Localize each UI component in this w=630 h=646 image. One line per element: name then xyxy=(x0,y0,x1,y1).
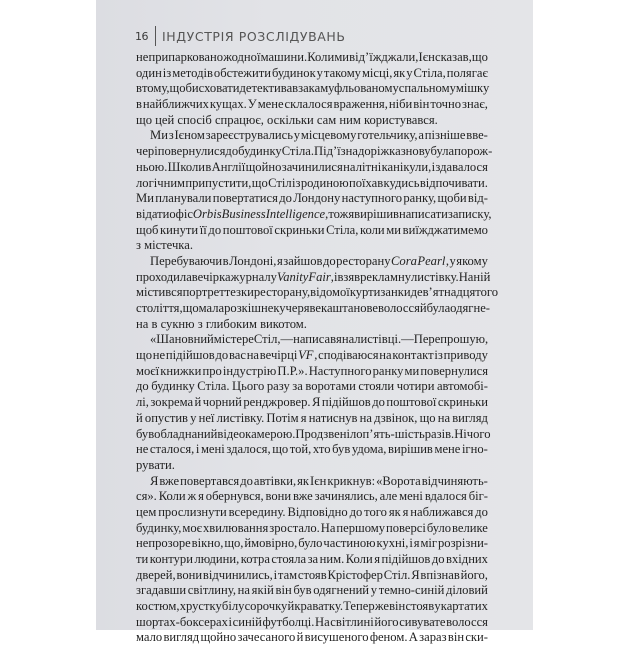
text-line: століття, що мала розкішне кучеряве каштанове волосся й була одягне- xyxy=(136,301,490,315)
text-line: що не підійшов до вас на вечірці VF , сподіваюся на контакт із приводу xyxy=(136,348,488,363)
text-line: мало вигляд щойно зачесаного й висушеного феном. А зараз він ски- xyxy=(136,630,488,645)
text-line: не припарковано жодної машини. Коли ми від’їжджали, Ієн сказав, що xyxy=(136,50,488,64)
text-line: був обладнаний відеокамерою. Продзвеніло п’ять-шість разів. Нічого xyxy=(136,426,491,441)
text-line: й опустив у неї листівку. Потім я натиснув на дзвінок, що на вигляд xyxy=(136,410,488,425)
text-line: рувати. xyxy=(136,457,175,472)
text-line: ся». Коли ж я обернувся, вони вже зачинялись, але мені вдалося біг- xyxy=(136,489,488,504)
text-line: логічним припустити, що Стіл із родиною поїхав кудись відпочивати. xyxy=(136,175,488,190)
text-line: містився портрет тезки ресторану, відомої куртизанки дев’ятнадцятого xyxy=(136,285,499,300)
text-line: ньою. Школи в Англії щойно зачинилися на літні канікули, і здавалося xyxy=(136,159,488,174)
text-line: ти контури людини, котра стояла за ним. Коли я підійшов до вхідних xyxy=(136,552,488,566)
text-line: моєї книжки про індустрію П.Р.». Наступного ранку ми повернулися xyxy=(136,363,488,378)
text-line: дверей, вони відчинились, і там стояв Крістофер Стіл. Я впізнав його, xyxy=(136,567,488,582)
text-line: згадавши світлину, на якій він був одягнений у темно-синій діловий xyxy=(136,583,488,598)
body-text xyxy=(136,50,499,646)
running-title: ІНДУСТРІЯ РОЗСЛІДУВАНЬ xyxy=(162,28,346,44)
text-line: що цей спосіб спрацює, оскільки сам ним користувався. xyxy=(136,112,438,127)
page-header xyxy=(135,26,346,46)
text-line: Ми з Ієном зареєструвались у місцевому готельчику, а пізніше вве- xyxy=(150,128,488,143)
text-line: на в сукню з глибоким викотом. xyxy=(136,316,307,331)
text-line: відати офіс Orbis Business Intelligence , тож я вирішив написати записку, xyxy=(136,206,492,221)
text-line: з містечка. xyxy=(136,238,193,253)
text-line: один із методів обстежити будинок у такому місці, як у Стіла, полягає xyxy=(136,65,488,80)
text-line: щоб кинути її до поштової скриньки Стіла, коли ми виїжджатимемо xyxy=(136,222,488,237)
book-page xyxy=(96,0,533,645)
text-line: «Шановний містере Стіл,— написав я на листівці.— Перепрошую, xyxy=(150,332,489,347)
text-line: костюм, хрустку білу сорочку й краватку. Тепер же він стояв у картатих xyxy=(136,599,488,614)
text-line: до будинку Стіла. Цього разу за воротами стояли чотири автомобі- xyxy=(136,379,488,394)
text-line: непрозоре вікно, що, ймовірно, було частиною кухні, і я міг розрізни- xyxy=(136,536,488,551)
header-divider xyxy=(155,26,156,46)
text-line: будинку, моє хвилювання зростало. На першому поверсі було велике xyxy=(136,520,488,535)
text-line: Перебуваючи в Лондоні, я зайшов до ресторану Cora Pearl , у якому xyxy=(150,253,488,268)
text-line: цем прослизнути всередину. Відповідно до того як я наближався до xyxy=(136,504,488,519)
text-line: не сталося, і мені здалося, що той, хто був удома, вирішив мене ігно- xyxy=(136,442,488,457)
page-number: 16 xyxy=(135,29,148,43)
text-line: Ми планували повертатися до Лондону наступного ранку, щоби від- xyxy=(136,191,488,206)
text-line: в тому, щоби сховати детектива в закамуфльованому спальному мішку xyxy=(136,81,490,96)
text-line: лі, зокрема й чорний ренджровер. Я підійшов до поштової скриньки xyxy=(136,395,488,410)
text-line: в найближчих кущах. У мене склалося враження, ніби він точно знає, xyxy=(136,97,488,112)
text-line: шортах-боксерах і синій футболці. На світлині його сивувате волосся xyxy=(136,614,488,629)
text-line: Я вже повертався до автівки, як Ієн крикнув: «Ворота відчиняють- xyxy=(150,473,488,488)
text-line: проходила вечірка журналу Vanity Fair , і взяв рекламну листівку. На ній xyxy=(136,269,491,284)
text-line: чері повернулися до будинку Стіла. Під’їзна доріжка знову була порож- xyxy=(136,144,493,159)
